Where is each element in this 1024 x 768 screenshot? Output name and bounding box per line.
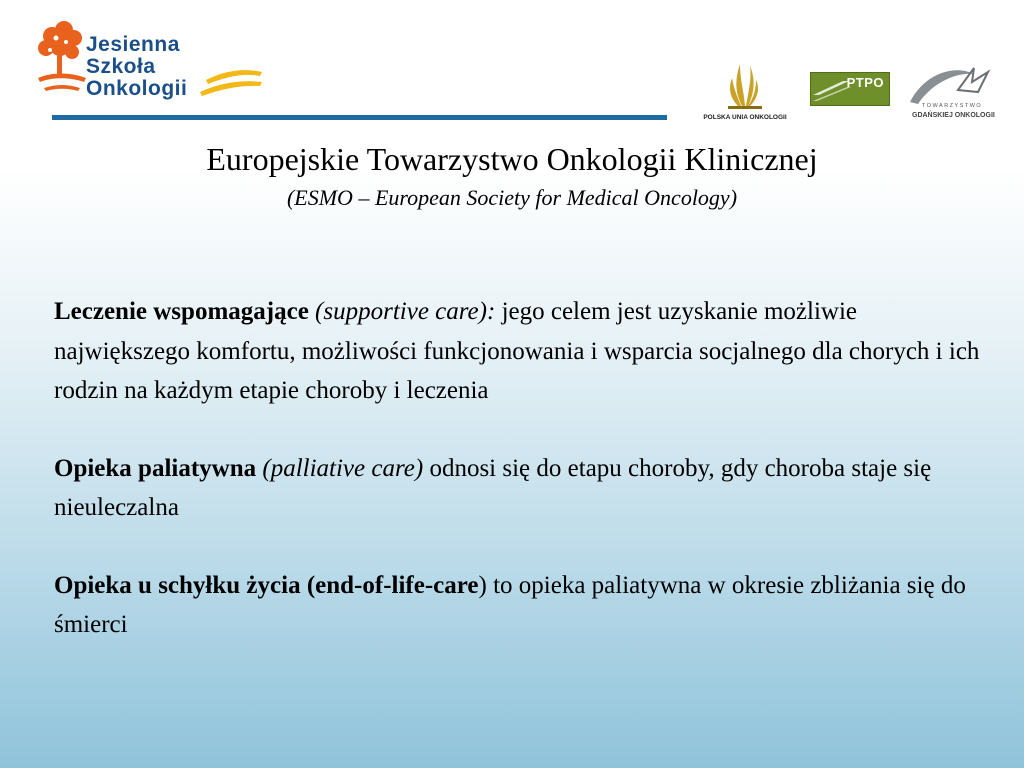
ptpo-label: PTPO [846,75,884,90]
polska-unia-caption: POLSKA UNIA ONKOLOGII [703,114,787,121]
flame-icon [690,56,800,114]
logo-line-2: Szkoła [86,55,156,78]
logo-wordmark [86,34,187,100]
header-divider [52,115,667,120]
logo-line-1: Jesienna [86,33,180,56]
definition: odnosi się do etapu choroby, gdy choroba staje się nieuleczalna [54,454,932,521]
slide-title: Europejskie Towarzystwo Onkologii Klinicznej [206,141,818,177]
definition: jego celem jest uzyskanie możliwie największego komfortu, możliwości funkcjonowania i wsparcia socjalnego dla chorych i ich rodzin na każdym etapie choroby i leczenia [54,298,980,404]
jesienna-szkola-onkologii-logo [30,16,270,108]
tgo-arc-icon [904,66,996,106]
towarzystwo-gdanskiej-onkologii-logo [904,66,996,124]
definition: ) to opieka paliatywna w okresie zbliżania się do śmierci [54,571,966,638]
term: Opieka u schyłku życia (end-of-life-care [54,571,479,599]
slide-subtitle: (ESMO – European Society for Medical Oncology) [286,185,738,210]
paragraph-end-of-life-care [54,566,984,645]
term-english: (supportive care): [315,298,496,325]
paragraph-palliative-care [54,449,984,528]
term: Leczenie wspomagające [54,298,309,325]
polska-unia-onkologii-logo [690,56,800,122]
ptpo-logo [810,72,888,104]
slide-body [54,292,984,645]
tgo-line-1: TOWARZYSTWO [922,103,983,109]
paragraph-supportive-care [54,292,984,411]
slide-title-block [0,140,1024,212]
tgo-line-2: GDAŃSKIEJ ONKOLOGII [912,112,995,119]
term-english: (palliative care) [262,454,424,482]
logo-line-3: Onkologii [86,77,188,100]
term: Opieka paliatywna [54,454,257,482]
